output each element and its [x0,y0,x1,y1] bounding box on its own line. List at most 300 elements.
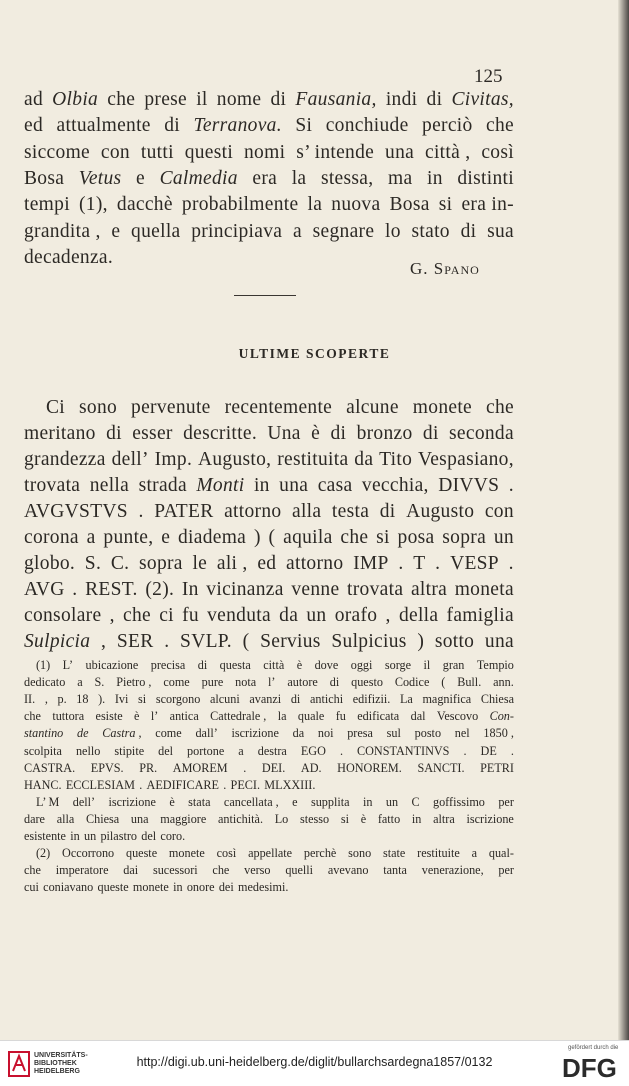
word: ma [388,167,413,189]
word: attorno [286,553,344,574]
word: nome [216,89,262,110]
word: Pietro , [116,675,152,690]
word: Chiesa [480,692,514,707]
word: ann. [493,675,514,690]
word: Servius [260,631,321,652]
footnote-line [36,658,514,673]
word: dare [24,811,45,826]
word: Civitas, [451,89,514,110]
footnote-line [24,829,514,844]
word: AMOREM [172,760,228,775]
word: descritte. [183,423,257,444]
word: monete [168,846,205,861]
word: tempi [24,194,70,216]
word: da [279,605,299,626]
footnote-line [24,761,514,776]
word: REST. [85,579,138,600]
word: è [360,811,367,826]
word: , [100,631,107,652]
library-name-line: UNIVERSITÄTS- [34,1052,88,1059]
word: Imp. [154,449,193,470]
word: coniavano [43,880,94,895]
word: Lo [274,811,289,826]
word: questi [184,141,234,163]
paragraph-line [24,552,514,576]
dfg-logo-icon[interactable] [562,1054,622,1080]
word: per [498,863,514,878]
word: ( [242,631,250,652]
word: è [169,794,175,809]
viewer-footer [0,1040,629,1086]
word: , [385,605,391,626]
footnote-line [24,880,514,895]
word: cancellata , [223,794,279,809]
word: in [253,475,270,496]
word: che [212,863,230,878]
word: nella [89,475,130,496]
word: della [398,605,439,626]
word: EGO [300,743,326,758]
word: si [376,527,390,548]
word: SANCTI. [417,760,465,775]
word: precisa [150,658,186,672]
word: (1), [79,194,108,216]
word: . [138,501,144,522]
word: e [136,167,145,189]
word: sopra [139,553,183,574]
word: ci [159,605,174,626]
word: del [141,829,157,843]
word: una [484,631,514,652]
word: la [291,167,307,189]
word: presa [347,726,373,741]
word: perchè [303,846,337,861]
word: Bosa [389,194,430,216]
word: in [411,811,422,826]
word: l’ [150,709,159,724]
word: che [485,397,514,418]
word: dall’ [195,726,218,741]
word: che [123,605,151,626]
paragraph-line [24,500,514,524]
word: in [70,829,80,843]
word: come [163,675,190,690]
word: qual- [488,846,514,861]
word: esiste [95,709,123,724]
footnote-line [36,846,514,861]
word: Tito [379,449,413,470]
word: si [138,692,147,707]
word: ) [253,527,261,548]
footnote-line [24,675,514,690]
word: fu [335,709,346,724]
word: perciò [422,115,473,137]
word: che [486,115,514,137]
word: quale [297,709,325,724]
word: città [263,658,285,672]
word: altra [410,579,448,600]
word: monete [132,880,169,895]
word: sua [487,220,514,242]
word: PATER [154,501,214,522]
author-signature: G. Spano [410,259,480,278]
word: di [422,423,439,444]
word: antichi [309,692,344,707]
word: Si [295,115,313,137]
word: così [216,846,237,861]
word: restituita [277,449,349,470]
word: con [100,141,130,163]
word: appellate [248,846,293,861]
word: ed [257,553,277,574]
word: si [340,811,349,826]
word: alcuni [209,692,240,707]
footnote-line [24,692,514,707]
word: con [484,501,514,522]
word: e [292,794,298,809]
word: in [427,167,443,189]
word: AEDIFICARE [146,777,219,792]
word: di [106,423,122,444]
word: distinti [457,167,514,189]
word: per [498,794,514,809]
word: Olbia [52,89,99,110]
word: La [399,692,413,707]
word: stata [188,794,211,809]
word: era [252,167,278,189]
word: siccome [24,141,90,163]
word: scolpita [24,743,62,758]
word: posa [397,527,435,548]
word: Ci [46,397,66,418]
word: Augusto, [197,449,272,470]
paragraph-line [24,114,514,138]
word: dedicato [24,675,66,690]
word: probabilmente [181,194,299,216]
paragraph-line [24,578,514,602]
word: e [111,220,121,242]
word: MLXXIII. [264,777,316,792]
word: onore [186,880,215,895]
footnote-line [24,709,514,724]
paragraph-line [24,630,514,654]
word: tuttora [52,709,85,724]
word: Bosa [24,167,65,189]
word: orafo [334,605,378,626]
word: consolare [24,605,102,626]
word: da [292,726,305,741]
word: Monti [196,475,245,496]
word: grandezza [24,449,106,470]
word: alla [56,811,75,826]
word: le [192,553,208,574]
word: gran [442,658,465,672]
word: dell’ [111,449,149,470]
word: AVGVSTVS [24,501,128,522]
paragraph-line [24,220,514,244]
word: esser [132,423,173,444]
word: scorgono [155,692,201,707]
word: una [385,141,415,163]
word: una [130,811,149,826]
word: L’ [62,658,74,672]
word: lo [385,220,401,242]
word: del [158,743,174,758]
word: decadenza. [24,246,114,268]
word: la [277,709,287,724]
word: nello [75,743,101,758]
word: meritano [24,423,96,444]
library-name-line: HEIDELBERG [34,1068,80,1075]
word: città , [424,141,471,163]
word: un [493,527,514,548]
word: si [438,194,453,216]
word: attualmente [56,115,151,137]
word: pilastro [100,829,137,843]
footnote-line [24,863,514,878]
paragraph-line [24,193,514,217]
word: indi [385,89,418,110]
word: ( [441,675,446,690]
word: Augusto [406,501,475,522]
word: segnare [312,220,375,242]
word: posto [414,726,442,741]
word: queste [97,880,129,895]
word: dove [314,658,339,672]
footnote-line [36,795,514,810]
word: dei [218,880,234,895]
word: da [354,449,374,470]
word: aquila [283,527,333,548]
footnote-line [24,726,514,741]
word: C. [110,553,130,574]
word: era in- [461,194,514,216]
word: quella [131,220,181,242]
word: (1) [36,658,51,672]
word: Calmedia [159,167,238,189]
word: il [196,89,208,110]
word: antichità. [217,811,263,826]
dfg-logo-text: DFG [562,1054,617,1080]
word: corona [24,527,79,548]
word: nel [454,726,470,741]
word: stessa, [320,167,374,189]
word: II. [24,692,36,707]
word: sopra [442,527,487,548]
word: principiava [191,220,283,242]
word: seconda [449,423,514,444]
word: globo. [24,553,76,574]
word: dacchè [116,194,173,216]
sponsor-caption: gefördert durch die [568,1045,619,1051]
word: Vespasiano, [418,449,514,470]
word: Codice [394,675,430,690]
paragraph-line [24,88,514,112]
word: . [435,553,441,574]
word: VESP [450,553,499,574]
word: altra [433,811,455,826]
word: antica [169,709,199,724]
word: ad [24,89,44,110]
word: IMP [353,553,389,574]
word: conchiude [325,115,409,137]
footnote-line [24,778,514,793]
word: a [471,846,478,861]
word: Cattedrale , [210,709,267,724]
word: nuova [331,194,381,216]
word: SVLP. [180,631,232,652]
word: tanta [383,863,407,878]
word: , [109,605,115,626]
word: monete [412,397,472,418]
word: di [270,89,287,110]
word: un [385,794,399,809]
word: fu [182,605,199,626]
word: DE [480,743,497,758]
word: questo [351,675,383,690]
word: In [181,579,199,600]
word: alla [292,501,322,522]
word: DIVVS [438,475,500,496]
word: CONSTANTINVS [357,743,450,758]
word: e [161,527,171,548]
word: dell’ [72,794,96,809]
word: PECI. [230,777,261,792]
permalink-url[interactable]: http://digi.ub.uni-heidelberg.de/diglit/bullarchsardegna1857/0132 [136,1055,493,1069]
word: . [508,475,514,496]
word: nota [235,675,257,690]
word: Chiesa [86,811,120,826]
word: (2) [36,846,51,861]
word: ECCLESIAM [65,777,135,792]
word: S. [94,675,105,690]
word: . [510,743,514,758]
word: punte, [103,527,154,548]
word: dal [410,709,426,724]
word: è [311,423,321,444]
word: di [379,501,396,522]
word: ali , [216,553,248,574]
word: restituite [417,846,460,861]
word: destra [257,743,287,758]
paragraph-line [24,422,514,446]
word: avevano [327,863,369,878]
word: maggiore [160,811,207,826]
word: di [164,115,180,137]
word: p. [57,692,67,707]
word: Vetus [78,167,122,189]
word: supplita [310,794,350,809]
paragraph-line [46,396,514,420]
word: l’ [268,675,276,690]
word: magnifica [422,692,472,707]
word: venduta [207,605,271,626]
word: C [411,794,420,809]
word: . [243,760,247,775]
word: vecchia, [361,475,429,496]
word: che [24,709,41,724]
word: ). [98,692,106,707]
word: Sulpicia [24,631,91,652]
word: iscrizione [108,794,156,809]
word: pure [201,675,224,690]
word: EPVS. [90,760,124,775]
word: verso [244,863,271,878]
paragraph-line [24,141,514,165]
word: di [426,89,443,110]
word: sorge [384,658,412,672]
word: in [173,880,183,895]
word: di [329,675,340,690]
word: bronzo [356,423,413,444]
word: venne [291,579,340,600]
word: alcune [346,397,399,418]
word: attorno [224,501,282,522]
word: che [107,89,136,110]
word: medesimi. [237,880,289,895]
word: ed [24,115,44,137]
word: state [383,846,406,861]
word: grandita , [24,220,101,242]
word: HONOREM. [337,760,402,775]
word: 18 [76,692,89,707]
word: di [197,658,208,672]
word: il [423,658,431,672]
word: di [290,692,301,707]
word: nomi [244,141,286,163]
word: è [134,709,140,724]
word: coro. [160,829,186,843]
paragraph-line [24,604,514,628]
word: famiglia [446,605,514,626]
word: quelli [285,863,314,878]
word: ) [417,631,425,652]
word: S. [84,553,102,574]
word: Una [267,423,301,444]
word: strada [138,475,187,496]
word: recentemente [224,397,333,418]
word: stesso [299,811,330,826]
word: (2). [145,579,175,600]
word: Occorrono [62,846,115,861]
word: avanzi [249,692,282,707]
word: Vescovo [436,709,479,724]
word: Con- [489,709,514,724]
word: L’ M [36,794,60,809]
word: edificata [357,709,400,724]
word: cui [24,880,39,895]
word: di [460,220,477,242]
word: . [72,579,78,600]
paragraph-line [24,167,514,191]
word: iscrizione [466,811,514,826]
page-number: 125 [474,66,503,87]
word: T [413,553,426,574]
word: . [463,743,467,758]
word: Castra , [102,726,142,741]
word: SER [116,631,154,652]
word: HANC. [24,777,62,792]
word: ( [268,527,276,548]
word: PETRI [480,760,514,775]
word: noi [317,726,334,741]
word: a [238,743,244,758]
word: a [86,527,96,548]
word: venerazione, [421,863,484,878]
word: stato [411,220,450,242]
word: come [155,726,182,741]
word: prese [144,89,188,110]
